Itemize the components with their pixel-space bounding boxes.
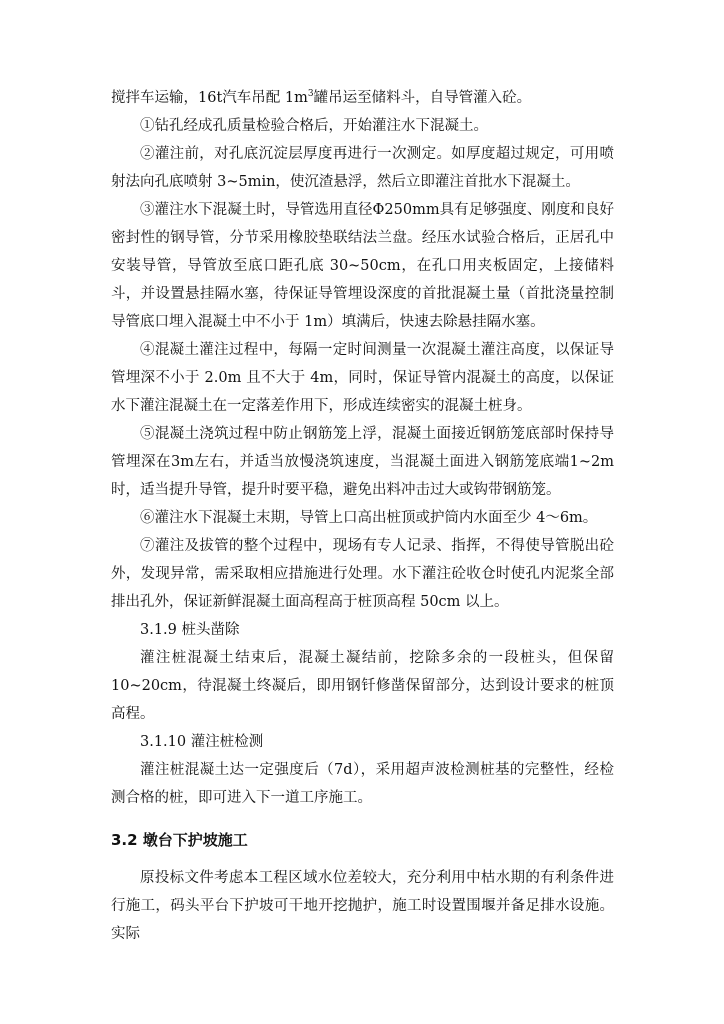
paragraph-3-1-9: 灌注桩混凝土结束后，混凝土凝结前，挖除多余的一段桩头，但保留10~20cm，待混凝土终凝后，即用钢钎修凿保留部分，达到设计要求的桩顶高程。	[111, 650, 614, 722]
document-page	[111, 84, 614, 948]
heading-3-1-9: 3.1.9 桩头凿除	[140, 622, 240, 638]
heading-3-1-10: 3.1.10 灌注桩检测	[140, 734, 264, 750]
item-5: ⑤混凝土浇筑过程中防止钢筋笼上浮，混凝土面接近钢筋笼底部时保持导管埋深在3m左右，并适当放慢浇筑速度，当混凝土面进入钢筋笼底端1~2m时，适当提升导管，提升时要平稳，避免出料冲击过大或钩带钢筋笼。	[111, 426, 614, 498]
paragraph-3-2: 原投标文件考虑本工程区域水位差较大，充分利用中枯水期的有利条件进行施工，码头平台下护坡可干地开挖抛护，施工时设置围堰并备足排水设施。实际	[111, 870, 614, 942]
item-7: ⑦灌注及拔管的整个过程中，现场有专人记录、指挥，不得使导管脱出砼外，发现异常，需采取相应措施进行处理。水下灌注砼收仓时使孔内泥浆全部排出孔外，保证新鲜混凝土面高程高于桩顶高程 50cm 以上。	[111, 538, 614, 610]
item-2: ②灌注前，对孔底沉淀层厚度再进行一次测定。如厚度超过规定，可用喷射法向孔底喷射 3~5min，使沉渣悬浮，然后立即灌注首批水下混凝土。	[111, 146, 614, 190]
item-3: ③灌注水下混凝土时，导管选用直径Φ250mm具有足够强度、刚度和良好密封性的钢导管，分节采用橡胶垫联结法兰盘。经压水试验合格后，正居孔中安装导管，导管放至底口距孔底 30~50cm，在孔口用夹板固定，上接储料斗，并设置悬挂隔水塞，待保证导管埋设深度的首批混凝土量（首批浇量控制导管底口埋入混凝土中不小于 1m）填满后，快速去除悬挂隔水塞。	[111, 202, 614, 330]
item-4: ④混凝土灌注过程中，每隔一定时间测量一次混凝土灌注高度，以保证导管埋深不小于 2.0m 且不大于 4m，同时，保证导管内混凝土的高度，以保证水下灌注混凝土在一定落差作用下，形成连续密实的混凝土桩身。	[111, 342, 614, 414]
paragraph-3-1-10: 灌注桩混凝土达一定强度后（7d），采用超声波检测桩基的完整性，经检测合格的桩，即可进入下一道工序施工。	[111, 762, 614, 806]
paragraph-transport: 搅拌车运输，16t汽车吊配 $1m^3$罐吊运至储料斗，自导管灌入砼。	[111, 89, 532, 106]
item-1: ①钻孔经成孔质量检验合格后，开始灌注水下混凝土。	[140, 118, 488, 134]
item-6: ⑥灌注水下混凝土末期，导管上口高出桩顶或护筒内水面至少 4～6m。	[140, 510, 598, 526]
heading-3-2: 3.2 墩台下护坡施工	[111, 831, 248, 849]
